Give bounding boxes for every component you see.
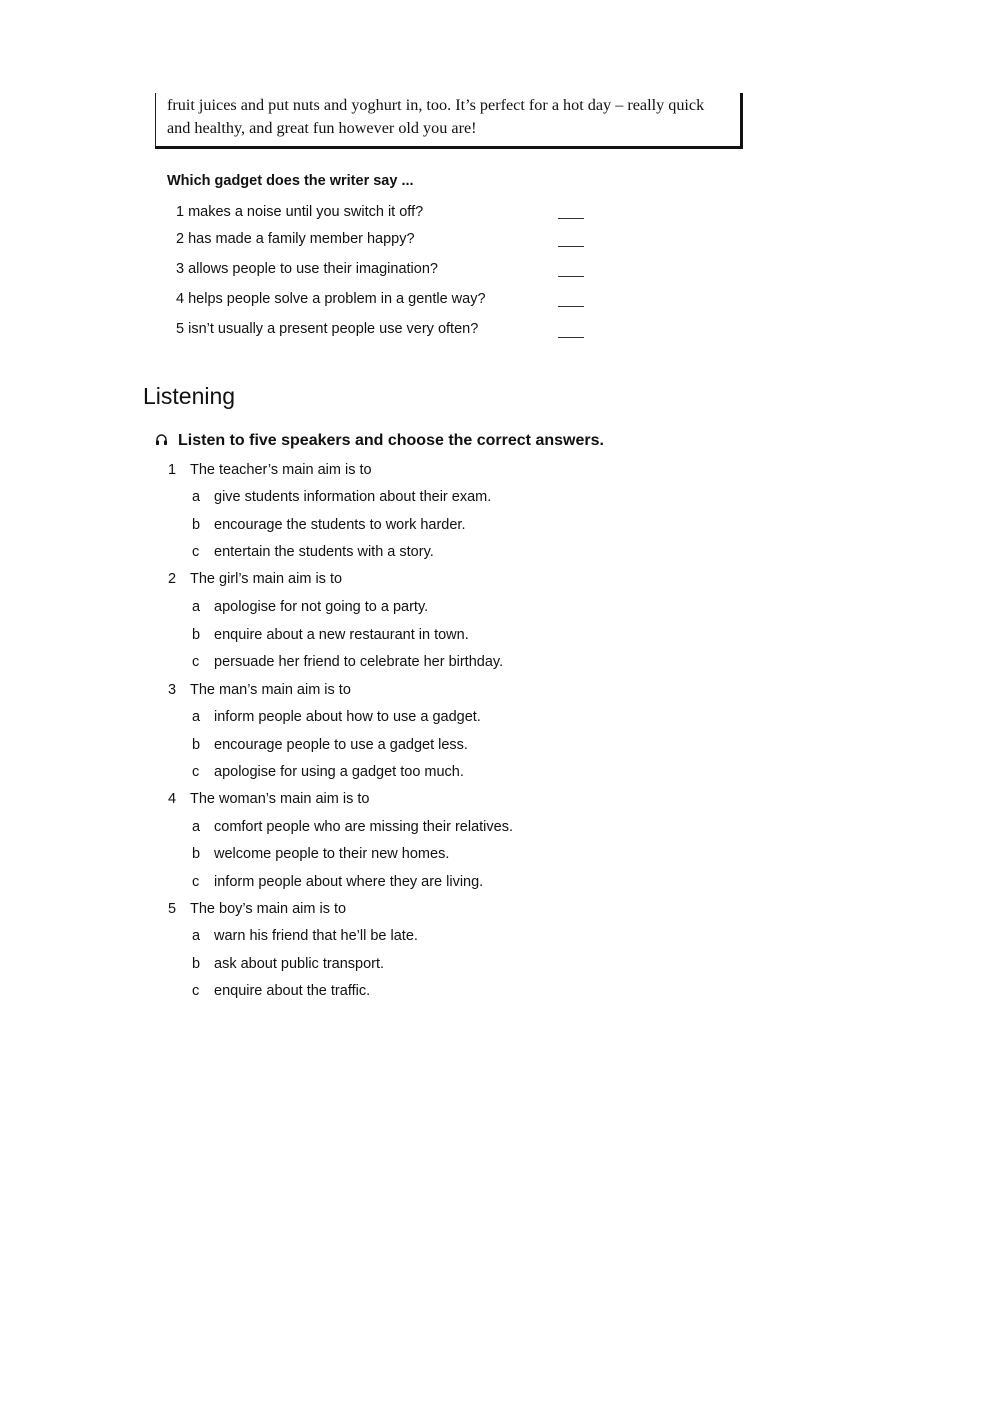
option-letter: a — [192, 489, 201, 505]
option-text: warn his friend that he’ll be late. — [214, 928, 418, 944]
option-letter: b — [192, 846, 201, 862]
reading-passage-text — [167, 94, 737, 140]
reading-question-5: 5 isn’t usually a present people use very often? — [176, 321, 479, 337]
option-text: enquire about a new restaurant in town. — [214, 627, 469, 643]
option-letter: a — [192, 709, 201, 725]
question-stem: The man’s main aim is to — [190, 682, 351, 698]
option-text: encourage the students to work harder. — [214, 517, 466, 533]
question-number: 3 — [168, 682, 177, 698]
reading-question-2: 2 has made a family member happy? — [176, 231, 415, 247]
section-title-listening: Listening — [143, 383, 236, 409]
option-text: inform people about how to use a gadget. — [214, 709, 481, 725]
reading-question-3: 3 allows people to use their imagination? — [176, 261, 438, 277]
passage-line: fruit juices and put nuts and yoghurt in, too. It’s perfect for a hot day – really quick — [167, 96, 705, 114]
option-text: give students information about their exam. — [214, 489, 492, 505]
question-number: 4 — [168, 791, 177, 807]
question-stem: The girl’s main aim is to — [190, 571, 343, 587]
option-text: ask about public transport. — [214, 956, 385, 972]
question-stem: The woman’s main aim is to — [190, 791, 370, 807]
question-number: 1 — [168, 462, 177, 478]
option-letter: c — [192, 544, 200, 560]
reading-question-1: 1 makes a noise until you switch it off? — [176, 204, 424, 220]
option-text: persuade her friend to celebrate her birthday. — [214, 654, 504, 670]
answer-blank-5[interactable] — [558, 337, 584, 338]
instruction-text: Listen to five speakers and choose the correct answers. — [178, 432, 604, 449]
option-letter: a — [192, 928, 201, 944]
option-letter: b — [192, 517, 201, 533]
option-letter: c — [192, 654, 200, 670]
option-letter: c — [192, 983, 200, 999]
headphones-icon — [155, 433, 168, 446]
option-text: apologise for using a gadget too much. — [214, 764, 464, 780]
option-letter: c — [192, 764, 200, 780]
question-stem: The boy’s main aim is to — [190, 901, 347, 917]
option-letter: a — [192, 599, 201, 615]
listening-instruction — [155, 432, 604, 450]
answer-blank-3[interactable] — [558, 276, 584, 277]
answer-blank-1[interactable] — [558, 218, 584, 219]
option-text: welcome people to their new homes. — [214, 846, 450, 862]
option-letter: b — [192, 737, 201, 753]
option-text: apologise for not going to a party. — [214, 599, 429, 615]
passage-line: and healthy, and great fun however old you are! — [167, 119, 477, 137]
question-stem: The teacher’s main aim is to — [190, 462, 372, 478]
option-text: encourage people to use a gadget less. — [214, 737, 468, 753]
option-text: inform people about where they are living. — [214, 874, 484, 890]
question-number: 5 — [168, 901, 177, 917]
option-letter: b — [192, 627, 201, 643]
answer-blank-2[interactable] — [558, 246, 584, 247]
option-letter: a — [192, 819, 201, 835]
question-number: 2 — [168, 571, 177, 587]
reading-questions-heading: Which gadget does the writer say ... — [167, 173, 414, 189]
option-letter: c — [192, 874, 200, 890]
option-text: comfort people who are missing their relatives. — [214, 819, 513, 835]
option-text: enquire about the traffic. — [214, 983, 371, 999]
option-letter: b — [192, 956, 201, 972]
answer-blank-4[interactable] — [558, 306, 584, 307]
option-text: entertain the students with a story. — [214, 544, 434, 560]
reading-passage-box — [155, 93, 743, 149]
reading-question-4: 4 helps people solve a problem in a gentle way? — [176, 291, 486, 307]
